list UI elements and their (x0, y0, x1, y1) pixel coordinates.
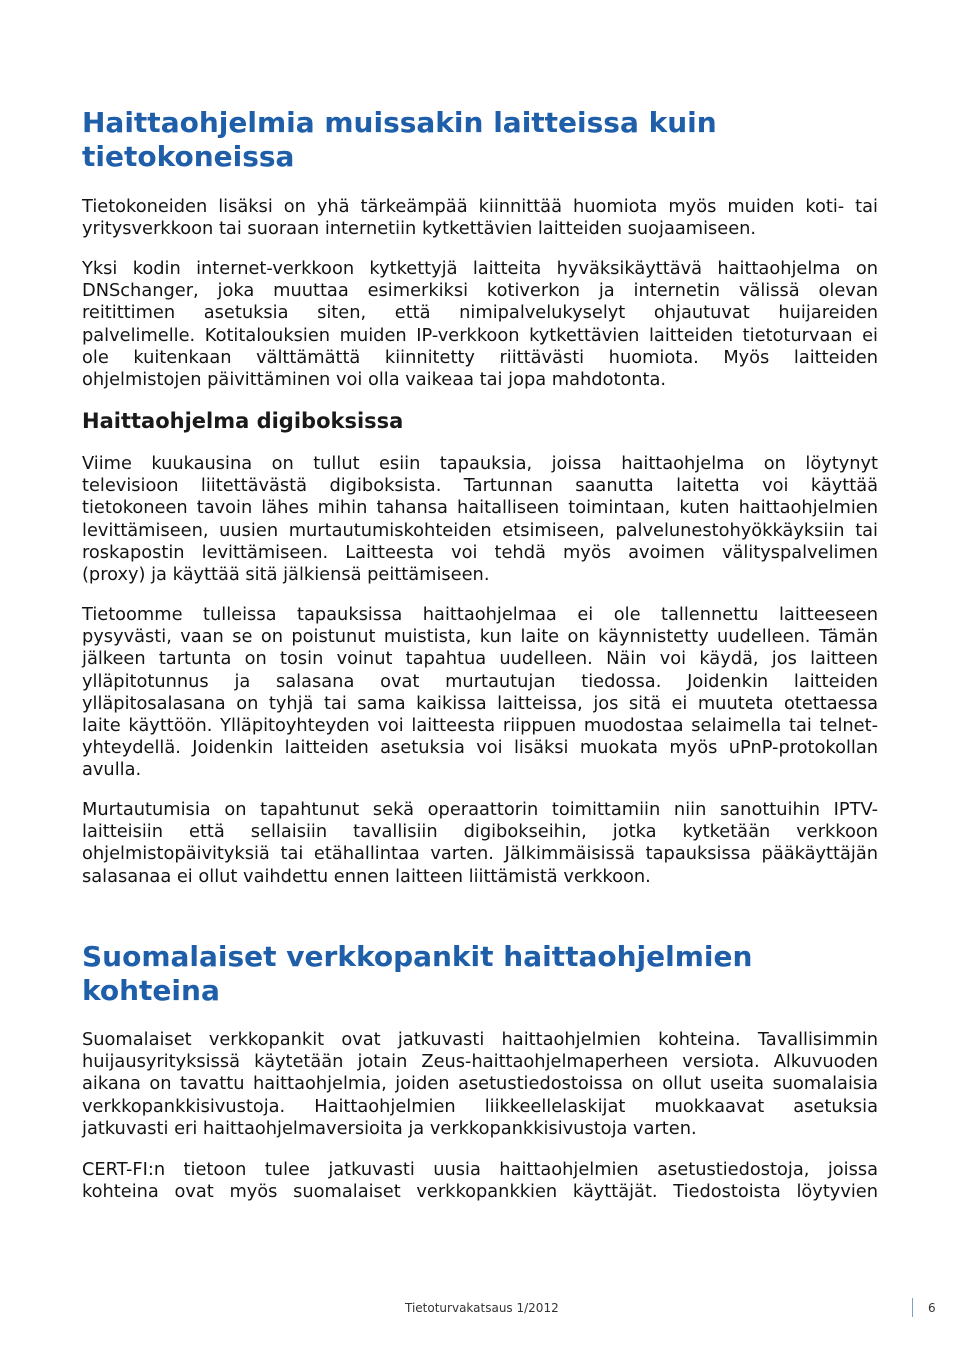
paragraph (82, 604, 878, 782)
heading-line: kohteina (82, 974, 220, 1007)
text-line: Tietokoneiden lisäksi on yhä tärkeämpää kiinnittää huomiota myös muiden koti- tai (82, 196, 878, 217)
text-line: kohteina ovat myös suomalaiset verkkopankkien käyttäjät. Tiedostoista löytyvien (82, 1181, 878, 1203)
text-line: aikana on tavattu haittaohjelmia, joiden asetustiedostoissa on ollut useita suomalaisia (82, 1073, 878, 1095)
text-line: Yksi kodin internet-verkkoon kytkettyjä laitteita hyväksikäyttävä haittaohjelma on (82, 258, 878, 279)
text-line: Murtautumisia on tapahtunut sekä operaattorin toimittamiin niin sanottuihin IPTV- (82, 799, 878, 820)
section-heading (82, 106, 878, 174)
paragraph (82, 1159, 878, 1203)
text-line: ohjelmistopäivityksiä tai etähallintaa varten. Jälkimmäisissä tapauksissa pääkäyttäjän (82, 843, 878, 865)
footer-publication: Tietoturvakatsaus 1/2012 (405, 1301, 559, 1315)
text-line: (proxy) ja käyttää sitä jälkiensä peittämiseen. (82, 564, 490, 586)
heading-line: Haittaohjelmia muissakin laitteissa kuin (82, 106, 717, 139)
text-line: televisioon liitettävästä digiboksista. Tartunnan saanutta laitetta voi käyttää (82, 475, 878, 497)
text-line: DNSchanger, joka muuttaa esimerkiksi kotiverkon ja internetin välissä olevan (82, 280, 878, 302)
footer-divider (912, 1298, 913, 1317)
text-line: yritysverkkoon tai suoraan internetiin kytkettävien laitteiden suojaamiseen. (82, 218, 757, 240)
text-line: ole kuitenkaan välttämättä kiinnitetty riittävästi huomiota. Myös laitteiden (82, 346, 878, 368)
text-line: CERT-FI:n tietoon tulee jatkuvasti uusia haittaohjelmien asetustiedostoja, joissa (82, 1159, 878, 1180)
text-line: reitittimen asetuksia siten, että nimipalvelukyselyt ohjautuvat huijareiden (82, 302, 878, 324)
text-line: palvelimelle. Kotitalouksien muiden IP-verkkoon kytkettävien laitteiden tietoturvaan ei (82, 324, 878, 346)
text-line: levittämiseen, uusien murtautumiskohteiden etsimiseen, palvelunestohyökkäyksiin tai (82, 519, 878, 541)
paragraph (82, 196, 878, 240)
heading-line: Suomalaiset verkkopankit haittaohjelmien (82, 940, 753, 973)
text-line: ylläpitotunnus ja salasana ovat murtautujan tiedossa. Joidenkin laitteiden (82, 670, 878, 692)
text-line: laite käyttöön. Ylläpitoyhteyden voi laitteesta riippuen muodostaa selaimella tai telnet- (82, 715, 878, 737)
heading-line: tietokoneissa (82, 140, 295, 173)
text-line: pysyvästi, vaan se on poistunut muistista, kun laite on käynnistetty uudelleen. Tämän (82, 626, 878, 648)
paragraph (82, 453, 878, 586)
text-line: roskapostin levittämiseen. Laitteesta voi tehdä myös avoimen välityspalvelimen (82, 541, 878, 563)
paragraph (82, 799, 878, 888)
text-line: Suomalaiset verkkopankit ovat jatkuvasti haittaohjelmien kohteina. Tavallisimmin (82, 1029, 878, 1050)
text-line: ohjelmistojen päivittäminen voi olla vaikeaa tai jopa mahdotonta. (82, 369, 667, 391)
section-heading (82, 940, 878, 1008)
text-line: ylläpitosalasana on tyhjä tai sama kaikissa laitteissa, jos sitä ei muuteta otettaessa (82, 692, 878, 714)
text-line: jälkeen tartunta on tosin voinut tapahtua uudelleen. Näin voi käydä, jos laitteen (82, 648, 878, 670)
paragraph (82, 1029, 878, 1140)
text-line: laitteisiin että sellaisiin tavallisiin digibokseihin, jotka kytketään verkkoon (82, 821, 878, 843)
text-line: avulla. (82, 759, 142, 781)
subheading: Haittaohjelma digiboksissa (82, 409, 404, 433)
text-line: salasanaa ei ollut vaihdettu ennen laitteen liittämistä verkkoon. (82, 865, 651, 887)
text-line: jatkuvasti eri haittaohjelmaversioita ja verkkopankkisivustoja varten. (82, 1117, 697, 1139)
text-line: verkkopankkisivustoja. Haittaohjelmien liikkeellelaskijat muokkaavat asetuksia (82, 1095, 878, 1117)
page-number: 6 (928, 1301, 936, 1315)
text-line: tietokoneen tavoin lähes mihin tahansa haitalliseen toimintaan, kuten haittaohjelmien (82, 497, 878, 519)
paragraph (82, 258, 878, 391)
text-line: huijausyrityksissä käytetään jotain Zeus-haittaohjelmaperheen versiota. Alkuvuoden (82, 1051, 878, 1073)
text-line: yhteydellä. Joidenkin laitteiden asetuksia voi lisäksi muokata myös uPnP-protokollan (82, 737, 878, 759)
text-line: Tietoomme tulleissa tapauksissa haittaohjelmaa ei ole tallennettu laitteeseen (82, 604, 878, 625)
text-line: Viime kuukausina on tullut esiin tapauksia, joissa haittaohjelma on löytynyt (82, 453, 878, 474)
